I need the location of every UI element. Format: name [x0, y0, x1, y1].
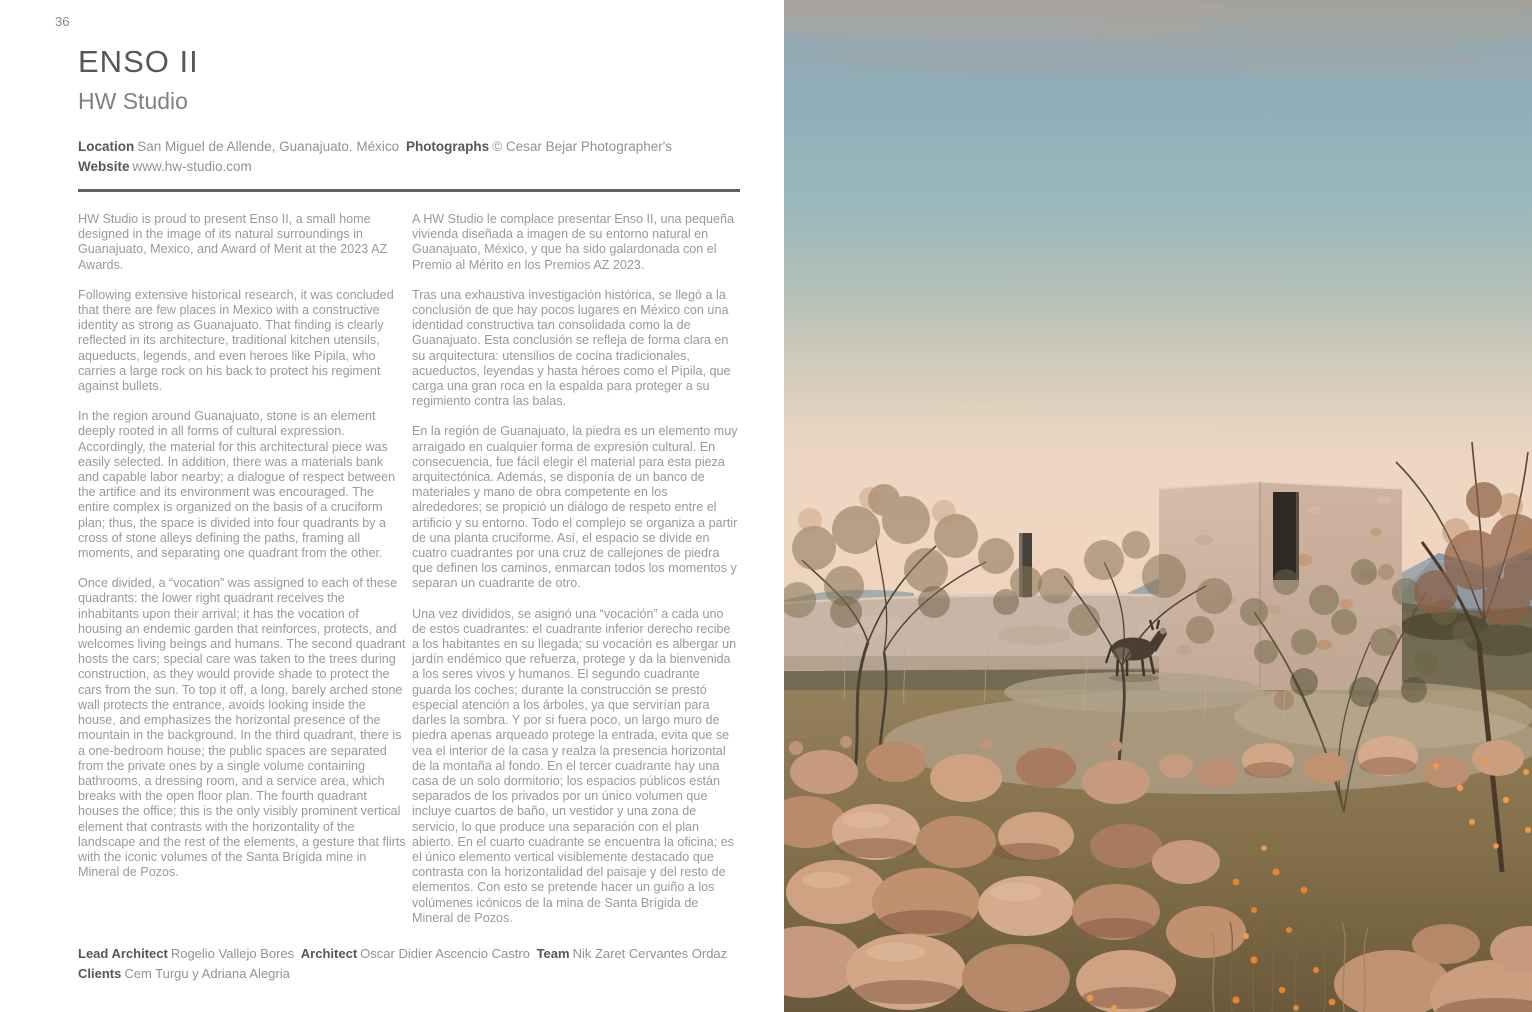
- architect-value: Oscar Didier Ascencio Castro: [360, 946, 530, 961]
- location-value: San Miguel de Allende, Guanajuato. México: [137, 139, 400, 154]
- clients-label: Clients: [78, 966, 122, 981]
- credits-line-2: [78, 964, 758, 984]
- column-spanish: [412, 212, 740, 941]
- website-value: www.hw-studio.com: [132, 159, 252, 174]
- column-english: [78, 212, 406, 941]
- paragraph-en-3: In the region around Guanajuato, stone is an element deeply rooted in all forms of cultural expression. Accordingly, the material for this architectural piece was easily selected. In addition, there was a materials bank and capable labor nearby; a dialogue of respect between the artifice and its environment was encouraged. The entire complex is organized on the basis of a cruciform plan; thus, the space is divided into four quadrants by a cross of stone alleys defining the paths, framing all moments, and separating one quadrant from the other.: [78, 409, 396, 561]
- paragraph-en-1: HW Studio is proud to present Enso II, a small home designed in the image of its natural surroundings in Guanajuato, Mexico, and Award of Merit at the 2023 AZ Awards.: [78, 212, 388, 272]
- studio-name: HW Studio: [78, 88, 188, 114]
- sky: [784, 0, 1532, 640]
- paragraph-es-4: Una vez divididos, se asignó una “vocación” a cada uno de estos cuadrantes: el cuadrante inferior derecho recibe a los habitantes en su llegada; su vocación es albergar un jardín endémico que refuerza, protege y da la bienvenida a los seres vivos y humanos. El segundo cuadrante guarda los coches; durante la construcción se prestó especial atención a los árboles, ya que servirían para darles la sombra. Y por si fuera poco, un largo muro de piedra apenas arqueado protege la entrada, evita que se vea el interior de la casa y realza la presencia horizontal de la montaña al fondo. En el tercer cuadrante hay una casa de un solo dormitorio; los espacios públicos están separados de los privados por un único volumen que incluye cuartos de baño, un vestidor y una zona de servicio, lo que produce una separación con el plan abierto. En el cuarto cuadrante se encuentra la oficina; es el único elemento vertical visiblemente destacado que contrasta con la horizontalidad del paisaje y del resto de elementos. Con esto se pretende hacer un guiño a los volúmenes icónicos de la mina de Santa Brígida de Mineral de Pozos.: [412, 606, 737, 925]
- page-number: 36: [55, 14, 70, 29]
- landscape-photo-illustration: [784, 0, 1532, 1012]
- project-photograph: [784, 0, 1532, 1012]
- lead-architect-label: Lead Architect: [78, 946, 168, 961]
- credits-block: [78, 944, 758, 984]
- photographs-value: © Cesar Bejar Photographer's: [492, 139, 673, 154]
- article-columns: [78, 212, 740, 941]
- team-label: Team: [536, 946, 570, 961]
- meta-line-1: [78, 137, 740, 157]
- paragraph-en-2: Following extensive historical research, it was concluded that there are few places in Mexico with a constructive identity as strong as Guanajuato. That finding is clearly reflected in its architecture, traditional kitchen utensils, aqueducts, legends, and even heroes like Pípila, who carries a large rock on his back to protect his regiment against bullets.: [78, 287, 394, 394]
- team-value: Nik Zaret Cervantes Ordaz: [572, 946, 728, 961]
- page-title: ENSO II: [78, 44, 199, 79]
- text-page: [78, 0, 740, 941]
- project-meta: [78, 137, 740, 177]
- lead-architect-value: Rogelio Vallejo Bores: [170, 946, 295, 961]
- window-reveal: [1296, 492, 1299, 580]
- window-opening: [1273, 492, 1299, 580]
- meta-line-2: [78, 157, 740, 177]
- photographs-label: Photographs: [405, 139, 490, 154]
- website-label: Website: [78, 159, 130, 174]
- paragraph-es-2: Tras una exhaustiva investigación histórica, se llegó a la conclusión de que hay pocos lugares en México con una identidad constructiva tan consolidada como la de Guanajuato. Esta conclusión se refleja de forma clara en su arquitectura: utensilios de cocina tradicionales, acueductos, leyendas y hasta héroes como el Pípila, que carga una gran roca en la espalda para proteger a su regimiento contra las balas.: [412, 287, 731, 409]
- paragraph-es-1: A HW Studio le complace presentar Enso II, una pequeña vivienda diseñada a imagen de su entorno natural en Guanajuato, México, y que ha sido galardonada con el Premio al Mérito en los Premios AZ 2023.: [412, 212, 735, 272]
- location-label: Location: [78, 139, 135, 154]
- header-divider: [78, 189, 740, 192]
- paragraph-es-3: En la región de Guanajuato, la piedra es un elemento muy arraigado en cualquier forma de expresión cultural. En consecuencia, fue fácil elegir el material para esta pieza arquitectónica. Además, se disponía de un banco de materiales y mano de obra competente en los alrededores; se propició un diálogo de respeto entre el artificio y su entorno. Todo el complejo se organiza a partir de una planta cruciforme. Así, el espacio se divide en cuatro cuadrantes por una cruz de callejones de piedra que definen los caminos, enmarcan todos los momentos y separan un cuadrante de otro.: [412, 424, 738, 591]
- credits-line-1: [78, 944, 758, 964]
- architect-label: Architect: [300, 946, 358, 961]
- clients-value: Cem Turgu y Adriana Alegria: [124, 966, 290, 981]
- paragraph-en-4: Once divided, a “vocation” was assigned to each of these quadrants: the lower right quadrant receives the inhabitants upon their arrival; it has the vocation of housing an endemic garden that reinforces, protects, and welcomes living beings and humans. The second quadrant hosts the cars; special care was taken to the trees during construction, as they would provide shade to protect the cars from the sun. To top it off, a long, barely arched stone wall protects the entrance, avoids looking inside the house, and emphasizes the horizontal presence of the mountain in the background. In the third quadrant, there is a one-bedroom house; the public spaces are separated from the private ones by a single volume containing bathrooms, a dressing room, and a service area, which breaks with the open floor plan. The fourth quadrant houses the office; this is the only visibly prominent vertical element that contrasts with the horizontality of the landscape and the rest of the elements, a gesture that flirts with the iconic volumes of the Santa Brígida mine in Mineral de Pozos.: [78, 576, 406, 880]
